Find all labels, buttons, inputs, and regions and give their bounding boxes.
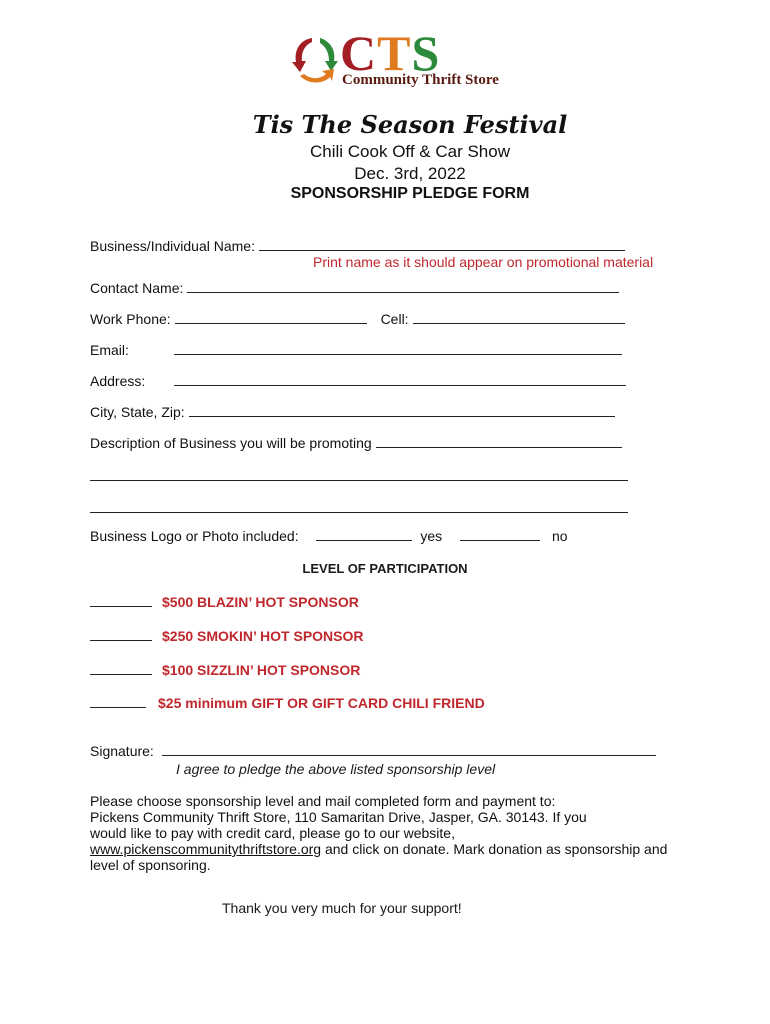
business-name-note: Print name as it should appear on promotional material [313,254,654,270]
festival-title: Tis The Season Festival [252,110,568,139]
contact-name-row [90,280,619,296]
email-field[interactable] [174,342,622,355]
business-name-row [90,238,625,254]
contact-name-field[interactable] [187,280,619,293]
event-name: Chili Cook Off & Car Show [310,142,510,161]
level-item [90,594,359,610]
instructions-line-4 [90,841,690,857]
level-500-label: $500 BLAZIN’ HOT SPONSOR [162,594,359,610]
thank-you-message: Thank you very much for your support! [222,900,462,916]
form-title: SPONSORSHIP PLEDGE FORM [290,185,530,202]
mailing-instructions [90,793,690,873]
signature-row [90,743,656,759]
description-field[interactable] [376,435,622,448]
level-25-label: $25 minimum GIFT OR GIFT CARD CHILI FRIEND [158,695,485,711]
logo-included-row [90,528,568,544]
level-500-field[interactable] [90,594,152,607]
recycle-arrows-icon [290,34,340,86]
level-250-label: $250 SMOKIN’ HOT SPONSOR [162,628,364,644]
description-line-3 [90,500,628,516]
instructions-line-2: Pickens Community Thrift Store, 110 Samaritan Drive, Jasper, GA. 30143. If you [90,809,587,825]
address-field[interactable] [174,373,626,386]
business-name-field[interactable] [259,238,625,251]
contact-name-label: Contact Name: [90,280,184,296]
logo-no-label: no [551,528,568,544]
city-row [90,404,615,420]
logo-no-field[interactable] [460,528,540,541]
instructions-line-3: would like to pay with credit card, please go to our website, [90,825,455,841]
work-phone-field[interactable] [175,311,367,324]
event-date: Dec. 3rd, 2022 [354,164,466,183]
level-250-field[interactable] [90,628,152,641]
logo-subtitle: Community Thrift Store [342,72,499,88]
business-name-label: Business/Individual Name: [90,238,255,254]
email-row [90,342,622,358]
level-100-label: $100 SIZZLIN’ HOT SPONSOR [162,662,361,678]
description-field-2[interactable] [90,468,628,481]
city-label: City, State, Zip: [90,404,185,420]
level-25-field[interactable] [90,695,146,708]
cell-label: Cell: [380,311,409,327]
logo-yes-field[interactable] [316,528,412,541]
cell-field[interactable] [413,311,625,324]
level-item [90,695,485,711]
work-phone-label: Work Phone: [90,311,171,327]
participation-title: LEVEL OF PARTICIPATION [302,561,468,576]
level-item [90,628,364,644]
signature-field[interactable] [162,743,656,756]
level-item [90,662,360,678]
description-label: Description of Business you will be promoting [90,435,372,451]
signature-note: I agree to pledge the above listed sponsorship level [176,761,496,777]
phone-row [90,311,625,327]
description-line-2 [90,468,628,484]
instructions-line-5: level of sponsoring. [90,857,211,873]
instructions-line-1: Please choose sponsorship level and mail completed form and payment to: [90,793,556,809]
logo-yes-label: yes [420,528,443,544]
email-label: Email: [90,342,129,358]
instructions-line-4-rest: and click on donate. Mark donation as sponsorship and [321,841,668,857]
level-100-field[interactable] [90,662,152,675]
description-row [90,435,622,451]
logo-wordmark: CTS [340,25,441,81]
address-row [90,373,626,389]
city-field[interactable] [189,404,615,417]
address-label: Address: [90,373,146,389]
signature-label: Signature: [90,743,154,759]
cts-logo [290,25,530,92]
logo-included-label: Business Logo or Photo included: [90,528,299,544]
description-field-3[interactable] [90,500,628,513]
website-link[interactable]: www.pickenscommunitythriftstore.org [90,841,322,857]
